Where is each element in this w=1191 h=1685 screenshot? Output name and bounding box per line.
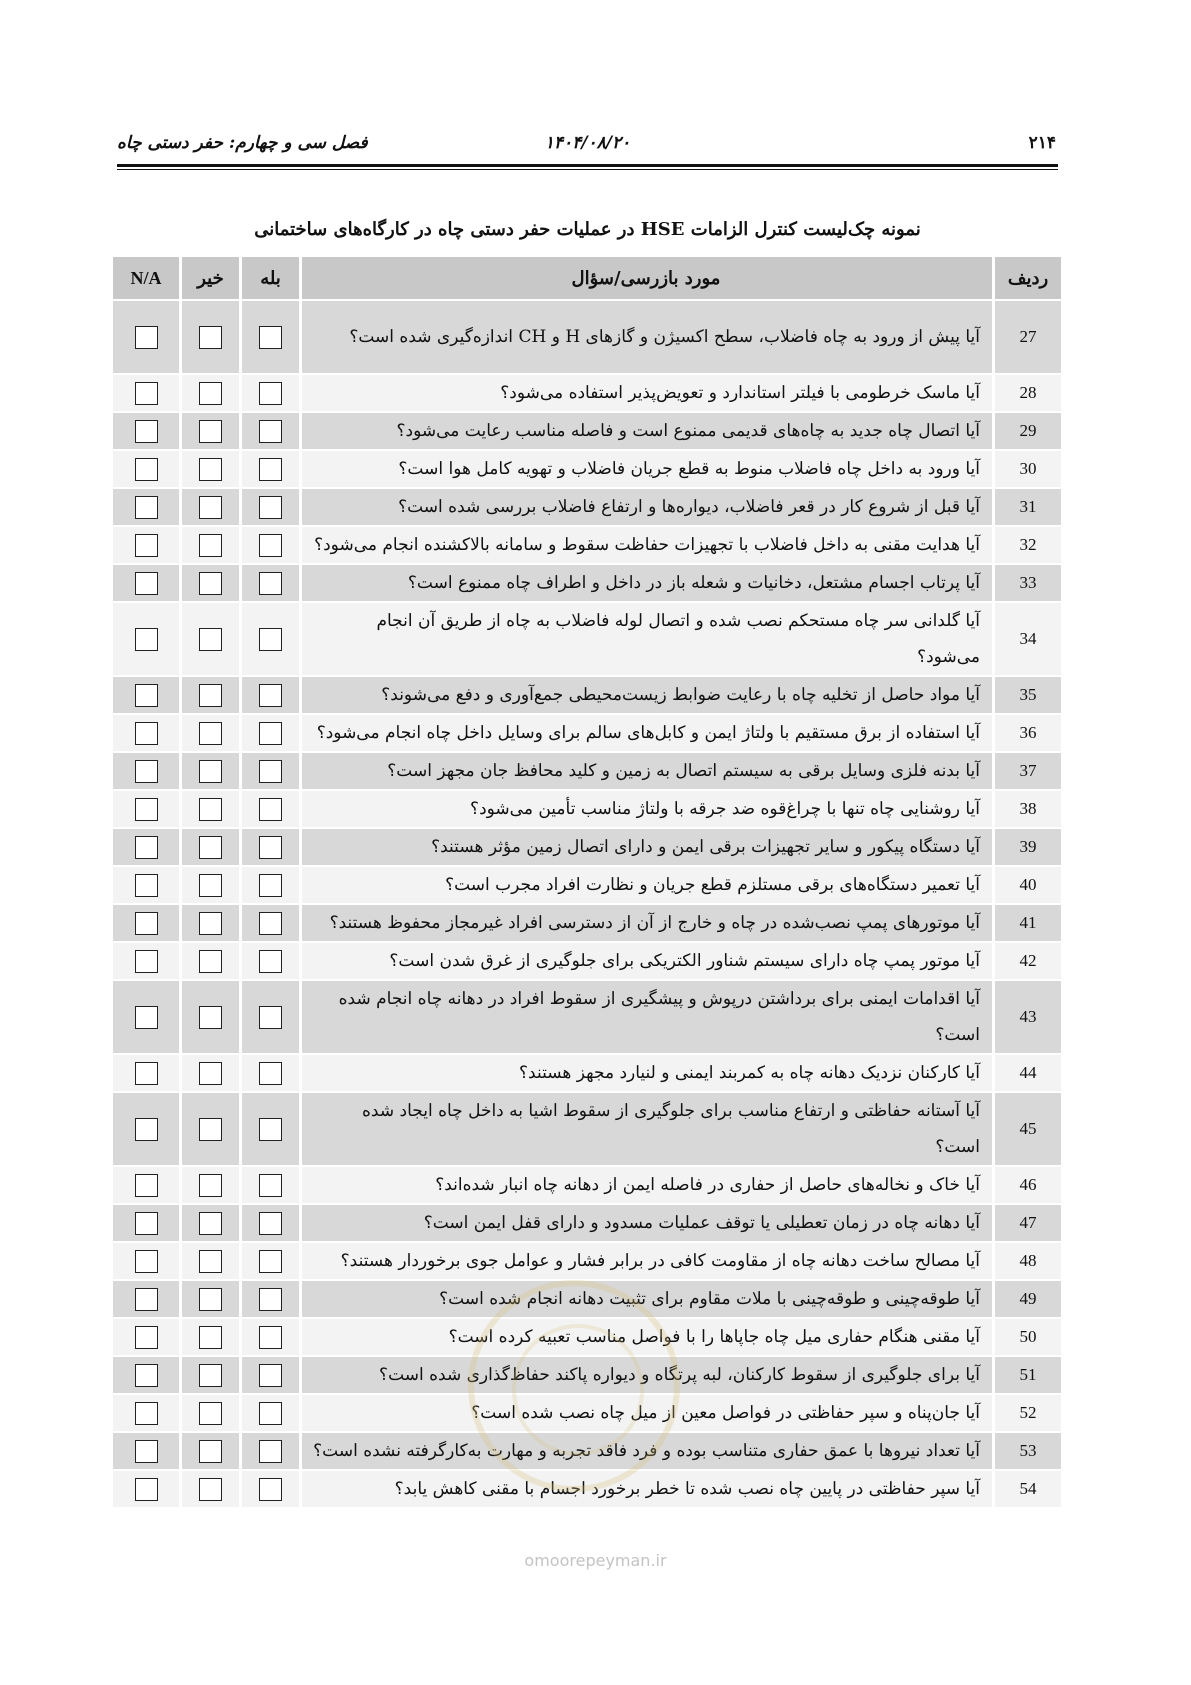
cell-na [113,752,181,790]
cell-yes [241,942,301,980]
question-text: آیا تعداد نیروها با عمق حفاری متناسب بوده و فرد فاقد تجربه و مهارت به‌کارگرفته نشده است؟ [301,1432,994,1470]
cell-yes [241,866,301,904]
question-text: آیا اتصال چاه جدید به چاه‌های قدیمی ممنوع است و فاصله مناسب رعایت می‌شود؟ [301,412,994,450]
cell-yes [241,1318,301,1356]
checkbox-yes[interactable] [259,1402,282,1425]
table-row [113,828,1061,866]
row-number: 48 [994,1242,1062,1280]
cell-no [181,1092,241,1166]
question-text: آیا اقدامات ایمنی برای برداشتن درپوش و پیشگیری از سقوط افراد در دهانه چاه انجام شده است؟ [301,980,994,1054]
checkbox-yes[interactable] [259,836,282,859]
checkbox-no[interactable] [199,1062,222,1085]
checkbox-na[interactable] [135,1402,158,1425]
question-text: آیا مقنی هنگام حفاری میل چاه جاپاها را با فواصل مناسب تعبیه کرده است؟ [301,1318,994,1356]
cell-no [181,904,241,942]
row-number: 37 [994,752,1062,790]
checkbox-yes[interactable] [259,1006,282,1029]
row-number: 29 [994,412,1062,450]
question-text: آیا استفاده از برق مستقیم با ولتاژ ایمن و کابل‌های سالم برای وسایل داخل چاه انجام می‌شود؟ [301,714,994,752]
checkbox-yes[interactable] [259,1288,282,1311]
table-row [113,1204,1061,1242]
checkbox-na[interactable] [135,798,158,821]
table-row [113,980,1061,1054]
row-number: 49 [994,1280,1062,1318]
cell-yes [241,602,301,676]
cell-no [181,1394,241,1432]
checkbox-na[interactable] [135,1440,158,1463]
checkbox-na[interactable] [135,1478,158,1501]
cell-yes [241,1242,301,1280]
cell-no [181,602,241,676]
checkbox-yes[interactable] [259,722,282,745]
table-row [113,412,1061,450]
cell-na [113,1356,181,1394]
question-text: آیا آستانه حفاظتی و ارتفاع مناسب برای جلوگیری از سقوط اشیا به داخل چاه ایجاد شده است؟ [301,1092,994,1166]
cell-no [181,450,241,488]
header-date: ۱۴۰۴/۰۸/۲۰ [544,133,631,153]
checkbox-na[interactable] [135,382,158,405]
row-number: 31 [994,488,1062,526]
question-text: آیا ماسک خرطومی با فیلتر استاندارد و تعویض‌پذیر استفاده می‌شود؟ [301,374,994,412]
question-text: آیا هدایت مقنی به داخل فاضلاب با تجهیزات حفاظت سقوط و سامانه بالاکشنده انجام می‌شود؟ [301,526,994,564]
checkbox-yes[interactable] [259,1062,282,1085]
cell-no [181,1470,241,1507]
question-text: آیا قبل از شروع کار در قعر فاضلاب، دیواره‌ها و ارتفاع فاضلاب بررسی شده است؟ [301,488,994,526]
checkbox-na[interactable] [135,722,158,745]
row-number: 53 [994,1432,1062,1470]
checkbox-no[interactable] [199,950,222,973]
table-row [113,488,1061,526]
checkbox-yes[interactable] [259,1212,282,1235]
checkbox-na[interactable] [135,496,158,519]
checkbox-no[interactable] [199,326,222,349]
question-text: آیا ورود به داخل چاه فاضلاب منوط به قطع جریان فاضلاب و تهویه کامل هوا است؟ [301,450,994,488]
question-text: آیا گلدانی سر چاه مستحکم نصب شده و اتصال لوله فاضلاب به چاه از طریق آن انجام می‌شود؟ [301,602,994,676]
checkbox-na[interactable] [135,1212,158,1235]
checkbox-na[interactable] [135,760,158,783]
cell-na [113,1318,181,1356]
checkbox-na[interactable] [135,836,158,859]
checkbox-no[interactable] [199,458,222,481]
row-number: 38 [994,790,1062,828]
cell-na [113,790,181,828]
cell-na [113,714,181,752]
cell-yes [241,714,301,752]
cell-yes [241,1166,301,1204]
row-number: 40 [994,866,1062,904]
cell-na [113,1204,181,1242]
row-number: 33 [994,564,1062,602]
cell-no [181,752,241,790]
row-number: 44 [994,1054,1062,1092]
cell-na [113,1166,181,1204]
checkbox-yes[interactable] [259,1326,282,1349]
cell-no [181,1280,241,1318]
page-number: ۲۱۴ [1028,133,1056,153]
table-row [113,866,1061,904]
cell-no [181,828,241,866]
cell-na [113,526,181,564]
cell-no [181,1242,241,1280]
question-text: آیا موتورهای پمپ نصب‌شده در چاه و خارج از آن از دسترسی افراد غیرمجاز محفوظ هستند؟ [301,904,994,942]
checkbox-yes[interactable] [259,912,282,935]
cell-yes [241,1054,301,1092]
cell-no [181,1204,241,1242]
checkbox-na[interactable] [135,874,158,897]
cell-yes [241,488,301,526]
table-row [113,1054,1061,1092]
cell-na [113,1280,181,1318]
question-text: آیا مواد حاصل از تخلیه چاه با رعایت ضوابط زیست‌محیطی جمع‌آوری و دفع می‌شوند؟ [301,676,994,714]
table-row [113,1356,1061,1394]
table-row [113,790,1061,828]
cell-yes [241,1204,301,1242]
cell-na [113,904,181,942]
checkbox-na[interactable] [135,1006,158,1029]
checkbox-yes[interactable] [259,760,282,783]
checkbox-no[interactable] [199,420,222,443]
cell-yes [241,526,301,564]
cell-na [113,1470,181,1507]
cell-na [113,1054,181,1092]
row-number: 32 [994,526,1062,564]
question-text: آیا موتور پمپ چاه دارای سیستم شناور الکتریکی برای جلوگیری از غرق شدن است؟ [301,942,994,980]
row-number: 46 [994,1166,1062,1204]
cell-yes [241,450,301,488]
checkbox-no[interactable] [199,534,222,557]
checkbox-yes[interactable] [259,798,282,821]
checkbox-no[interactable] [199,1118,222,1141]
row-number: 36 [994,714,1062,752]
cell-yes [241,790,301,828]
checkbox-no[interactable] [199,1440,222,1463]
checkbox-yes[interactable] [259,534,282,557]
checkbox-no[interactable] [199,760,222,783]
table-row [113,904,1061,942]
checkbox-na[interactable] [135,1364,158,1387]
question-text: آیا پرتاب اجسام مشتعل، دخانیات و شعله باز در داخل و اطراف چاه ممنوع است؟ [301,564,994,602]
watermark-site: omoorepeyman.ir [524,1551,667,1570]
table-row [113,1166,1061,1204]
table-row [113,1280,1061,1318]
cell-na [113,374,181,412]
chapter-title: فصل سی و چهارم: حفر دستی چاه [117,133,368,153]
checkbox-na[interactable] [135,1174,158,1197]
cell-no [181,374,241,412]
cell-yes [241,752,301,790]
row-number: 47 [994,1204,1062,1242]
cell-na [113,1242,181,1280]
checkbox-yes[interactable] [259,326,282,349]
cell-yes [241,412,301,450]
cell-yes [241,828,301,866]
column-header-yes: بله [241,257,301,300]
checkbox-na[interactable] [135,1062,158,1085]
cell-no [181,1166,241,1204]
checkbox-no[interactable] [199,684,222,707]
checkbox-na[interactable] [135,1118,158,1141]
row-number: 52 [994,1394,1062,1432]
row-number: 27 [994,300,1062,374]
checkbox-yes[interactable] [259,572,282,595]
table-title: نمونه چک‌لیست کنترل الزامات HSE در عملیات حفر دستی چاه در کارگاه‌های ساختمانی [254,219,921,240]
cell-na [113,412,181,450]
question-text: آیا خاک و نخاله‌های حاصل از حفاری در فاصله ایمن از دهانه چاه انبار شده‌اند؟ [301,1166,994,1204]
checkbox-na[interactable] [135,628,158,651]
checkbox-yes[interactable] [259,874,282,897]
column-header-na: N/A [113,257,181,300]
cell-yes [241,1394,301,1432]
cell-na [113,1432,181,1470]
checkbox-na[interactable] [135,684,158,707]
cell-na [113,866,181,904]
checkbox-na[interactable] [135,1288,158,1311]
checkbox-yes[interactable] [259,458,282,481]
table-row [113,942,1061,980]
cell-na [113,300,181,374]
cell-no [181,1432,241,1470]
cell-no [181,980,241,1054]
row-number: 39 [994,828,1062,866]
checkbox-no[interactable] [199,798,222,821]
table-row [113,374,1061,412]
checkbox-no[interactable] [199,1006,222,1029]
row-number: 42 [994,942,1062,980]
checkbox-no[interactable] [199,1288,222,1311]
cell-yes [241,904,301,942]
cell-no [181,412,241,450]
checkbox-yes[interactable] [259,420,282,443]
table-header-row [113,257,1061,300]
cell-na [113,942,181,980]
question-text: آیا سپر حفاظتی در پایین چاه نصب شده تا خطر برخورد اجسام با مقنی کاهش یابد؟ [301,1470,994,1507]
page-header [117,129,1058,157]
checkbox-no[interactable] [199,1364,222,1387]
table-row [113,602,1061,676]
row-number: 28 [994,374,1062,412]
checkbox-no[interactable] [199,1478,222,1501]
checkbox-yes[interactable] [259,1478,282,1501]
checkbox-no[interactable] [199,382,222,405]
header-rule [117,164,1058,167]
table-row [113,1242,1061,1280]
table-row [113,1092,1061,1166]
row-number: 51 [994,1356,1062,1394]
cell-no [181,300,241,374]
checkbox-na[interactable] [135,458,158,481]
checkbox-na[interactable] [135,326,158,349]
table-row [113,714,1061,752]
checkbox-na[interactable] [135,534,158,557]
cell-no [181,1318,241,1356]
checkbox-yes[interactable] [259,1118,282,1141]
table-row [113,526,1061,564]
row-number: 41 [994,904,1062,942]
column-header-no: خیر [181,257,241,300]
cell-yes [241,980,301,1054]
header-rule-thin [117,169,1058,170]
cell-no [181,526,241,564]
checkbox-na[interactable] [135,950,158,973]
checkbox-no[interactable] [199,572,222,595]
checklist-body [113,300,1061,1507]
checkbox-na[interactable] [135,1326,158,1349]
cell-no [181,1054,241,1092]
checkbox-yes[interactable] [259,1250,282,1273]
question-text: آیا دهانه چاه در زمان تعطیلی یا توقف عملیات مسدود و دارای قفل ایمن است؟ [301,1204,994,1242]
question-text: آیا بدنه فلزی وسایل برقی به سیستم اتصال به زمین و کلید محافظ جان مجهز است؟ [301,752,994,790]
cell-yes [241,1432,301,1470]
row-number: 30 [994,450,1062,488]
checkbox-yes[interactable] [259,496,282,519]
question-text: آیا جان‌پناه و سپر حفاظتی در فواصل معین از میل چاه نصب شده است؟ [301,1394,994,1432]
table-row [113,752,1061,790]
question-text: آیا تعمیر دستگاه‌های برقی مستلزم قطع جریان و نظارت افراد مجرب است؟ [301,866,994,904]
checkbox-yes[interactable] [259,950,282,973]
cell-na [113,564,181,602]
column-header-question: مورد بازرسی/سؤال [301,257,994,300]
question-text: آیا مصالح ساخت دهانه چاه از مقاومت کافی در برابر فشار و عوامل جوی برخوردار هستند؟ [301,1242,994,1280]
checkbox-no[interactable] [199,912,222,935]
checkbox-yes[interactable] [259,1174,282,1197]
cell-yes [241,300,301,374]
table-row [113,1394,1061,1432]
question-text: آیا پیش از ورود به چاه فاضلاب، سطح اکسیژن و گازهای H و CH اندازه‌گیری شده است؟ [301,300,994,374]
table-row [113,1470,1061,1507]
cell-no [181,676,241,714]
row-number: 43 [994,980,1062,1054]
checkbox-no[interactable] [199,496,222,519]
cell-na [113,1394,181,1432]
cell-yes [241,374,301,412]
cell-na [113,602,181,676]
checkbox-yes[interactable] [259,382,282,405]
row-number: 54 [994,1470,1062,1507]
cell-na [113,676,181,714]
column-header-row-number: ردیف [994,257,1062,300]
checkbox-no[interactable] [199,836,222,859]
question-text: آیا دستگاه پیکور و سایر تجهیزات برقی ایمن و دارای اتصال زمین مؤثر هستند؟ [301,828,994,866]
checkbox-no[interactable] [199,1402,222,1425]
checkbox-na[interactable] [135,912,158,935]
row-number: 35 [994,676,1062,714]
cell-yes [241,1356,301,1394]
cell-no [181,488,241,526]
checkbox-no[interactable] [199,1174,222,1197]
cell-yes [241,1280,301,1318]
cell-na [113,488,181,526]
table-row [113,676,1061,714]
cell-no [181,942,241,980]
cell-no [181,790,241,828]
checkbox-yes[interactable] [259,1440,282,1463]
cell-yes [241,564,301,602]
row-number: 45 [994,1092,1062,1166]
table-row [113,564,1061,602]
cell-yes [241,1470,301,1507]
table-row [113,300,1061,374]
cell-no [181,866,241,904]
checkbox-no[interactable] [199,628,222,651]
checkbox-yes[interactable] [259,628,282,651]
cell-yes [241,1092,301,1166]
question-text: آیا برای جلوگیری از سقوط کارکنان، لبه پرتگاه و دیواره پاکند حفاظ‌گذاری شده است؟ [301,1356,994,1394]
checklist-table [113,257,1061,1507]
checkbox-no[interactable] [199,1212,222,1235]
row-number: 50 [994,1318,1062,1356]
table-row [113,1318,1061,1356]
checkbox-yes[interactable] [259,684,282,707]
cell-na [113,980,181,1054]
cell-na [113,450,181,488]
cell-yes [241,676,301,714]
checkbox-na[interactable] [135,420,158,443]
table-row [113,1432,1061,1470]
cell-no [181,1356,241,1394]
checkbox-na[interactable] [135,1250,158,1273]
question-text: آیا کارکنان نزدیک دهانه چاه به کمربند ایمنی و لنیارد مجهز هستند؟ [301,1054,994,1092]
checkbox-no[interactable] [199,1326,222,1349]
row-number: 34 [994,602,1062,676]
table-row [113,450,1061,488]
checkbox-no[interactable] [199,722,222,745]
cell-na [113,1092,181,1166]
cell-na [113,828,181,866]
checkbox-yes[interactable] [259,1364,282,1387]
cell-no [181,714,241,752]
question-text: آیا روشنایی چاه تنها با چراغ‌قوه ضد جرقه با ولتاژ مناسب تأمین می‌شود؟ [301,790,994,828]
checkbox-no[interactable] [199,1250,222,1273]
checkbox-no[interactable] [199,874,222,897]
cell-no [181,564,241,602]
question-text: آیا طوقه‌چینی و طوقه‌چینی با ملات مقاوم برای تثبیت دهانه انجام شده است؟ [301,1280,994,1318]
checkbox-na[interactable] [135,572,158,595]
